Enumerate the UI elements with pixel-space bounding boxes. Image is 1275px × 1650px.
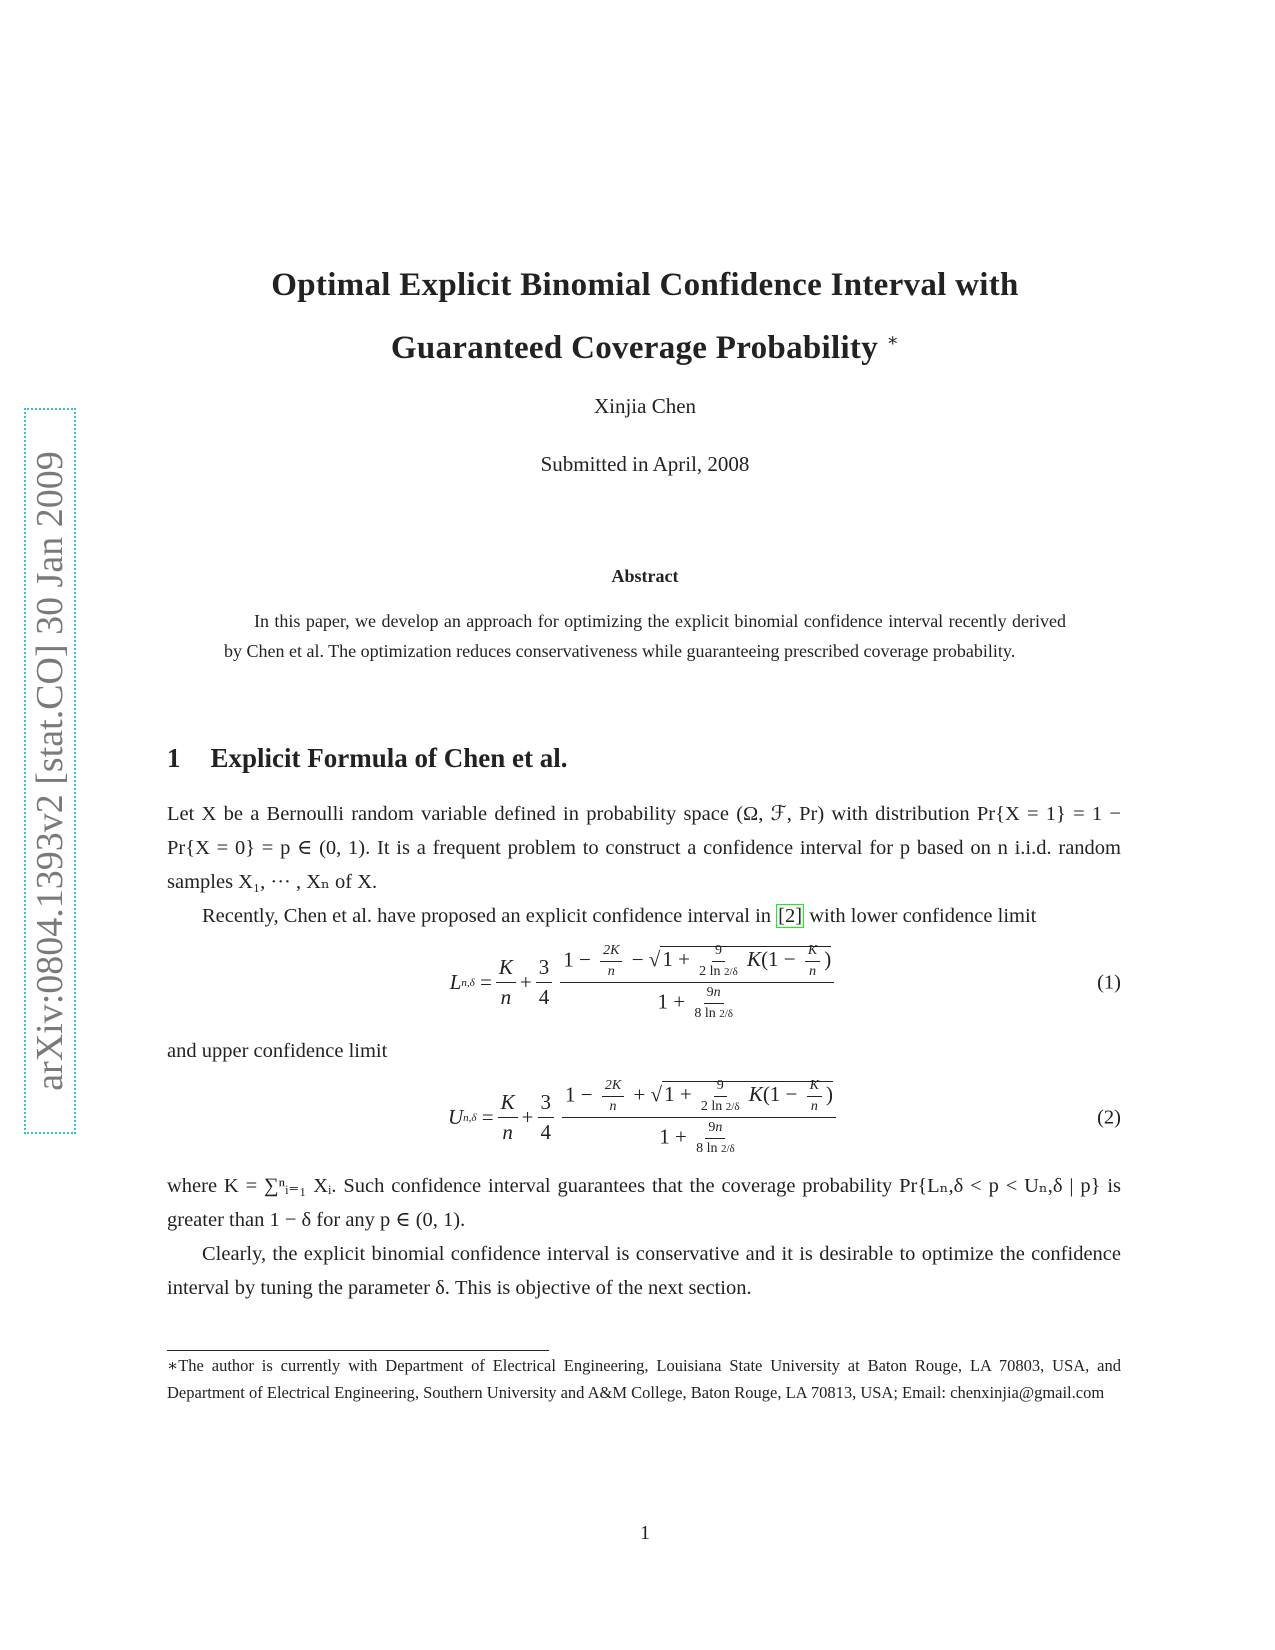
paper-title xyxy=(0,258,1275,376)
section-title: Explicit Formula of Chen et al. xyxy=(210,743,568,773)
equation-2: U n,δ = $\frac{K}{n}$ + $\frac{3}{4}$ 1 − $\frac{2K}{n}$ + √1 + $\frac{9}{2 \ln 2/\delta}$ K(1 − $\frac{K}{n}$ ) 1 + $\frac{9n}{8 \ln 2/\delta}$ xyxy=(448,1078,840,1157)
eq-lhs: U xyxy=(448,1105,464,1129)
title-line-2: Guaranteed Coverage Probability xyxy=(390,330,879,366)
date: Submitted in April, 2008 xyxy=(540,452,750,476)
equation-number-1: (1) xyxy=(1097,971,1121,993)
citation-link[interactable]: [2] xyxy=(778,905,803,927)
paragraph-2-text: Recently, Chen et al. have proposed an explicit confidence interval in xyxy=(202,905,772,927)
paragraph-2-text-end: with lower confidence limit xyxy=(809,905,1037,927)
section-heading xyxy=(167,738,1121,778)
abstract-text: In this paper, we develop an approach for optimizing the explicit binomial confidence interval recently derived by Chen et al. The optimization reduces conservativeness while guaranteeing prescribed coverage probability. xyxy=(224,611,1066,661)
page-number: 1 xyxy=(640,1522,650,1544)
paragraph-5: Clearly, the explicit binomial confidence interval is conservative and it is desirable to optimize the confidence interval by tuning the parameter δ. This is objective of the next section. xyxy=(167,1243,1121,1299)
section-number: 1 xyxy=(167,743,181,773)
footnote: ∗The author is currently with Department of Electrical Engineering, Louisiana State University at Baton Rouge, LA 70803, USA, and Department of Electrical Engineering, Southern University and A&M College, Baton Rouge, LA 70813, USA; Email: chenxinjia@gmail.com xyxy=(167,1356,1121,1402)
arxiv-stamp[interactable] xyxy=(24,408,76,1134)
footnote-rule xyxy=(167,1350,549,1351)
paragraph-4: where K = ∑ⁿᵢ₌₁ Xᵢ. Such confidence interval guarantees that the coverage probability Pr{Lₙ,δ < p < Uₙ,δ | p} is greater than 1 − δ for any p ∈ (0, 1). xyxy=(167,1175,1121,1231)
abstract-heading: Abstract xyxy=(611,566,679,586)
title-line-1: Optimal Explicit Binomial Confidence Interval with xyxy=(271,267,1019,303)
equation-2-row xyxy=(167,1078,1121,1157)
footnote-mark[interactable]: ∗ xyxy=(886,330,900,350)
arxiv-id: arXiv:0804.1393v2 [stat.CO] 30 Jan 2009 xyxy=(29,451,71,1091)
paragraph-2 xyxy=(167,899,1121,933)
equation-1-row xyxy=(167,943,1121,1022)
section-body xyxy=(167,738,1121,1305)
eq-lhs: L xyxy=(449,970,462,994)
equation-number-2: (2) xyxy=(1097,1106,1121,1128)
paragraph-3: and upper confidence limit xyxy=(167,1040,388,1062)
equation-1: L n,δ = $\frac{K}{n}$ + $\frac{3}{4}$ 1 − $\frac{2K}{n}$ − √1 + $\frac{9}{2 \ln 2/\delta}$ K(1 − $\frac{K}{n}$ ) 1 + $\frac{9n}{8 \ln 2/\delta}$ xyxy=(450,943,839,1022)
author: Xinjia Chen xyxy=(593,394,697,418)
paragraph-1: Let X be a Bernoulli random variable defined in probability space (Ω, ℱ, Pr) with distribution Pr{X = 1} = 1 − Pr{X = 0} = p ∈ (0, 1). It is a frequent problem to construct a confidence interval for p based on n i.i.d. random samples X₁, ··· , Xₙ of X. xyxy=(167,803,1121,893)
